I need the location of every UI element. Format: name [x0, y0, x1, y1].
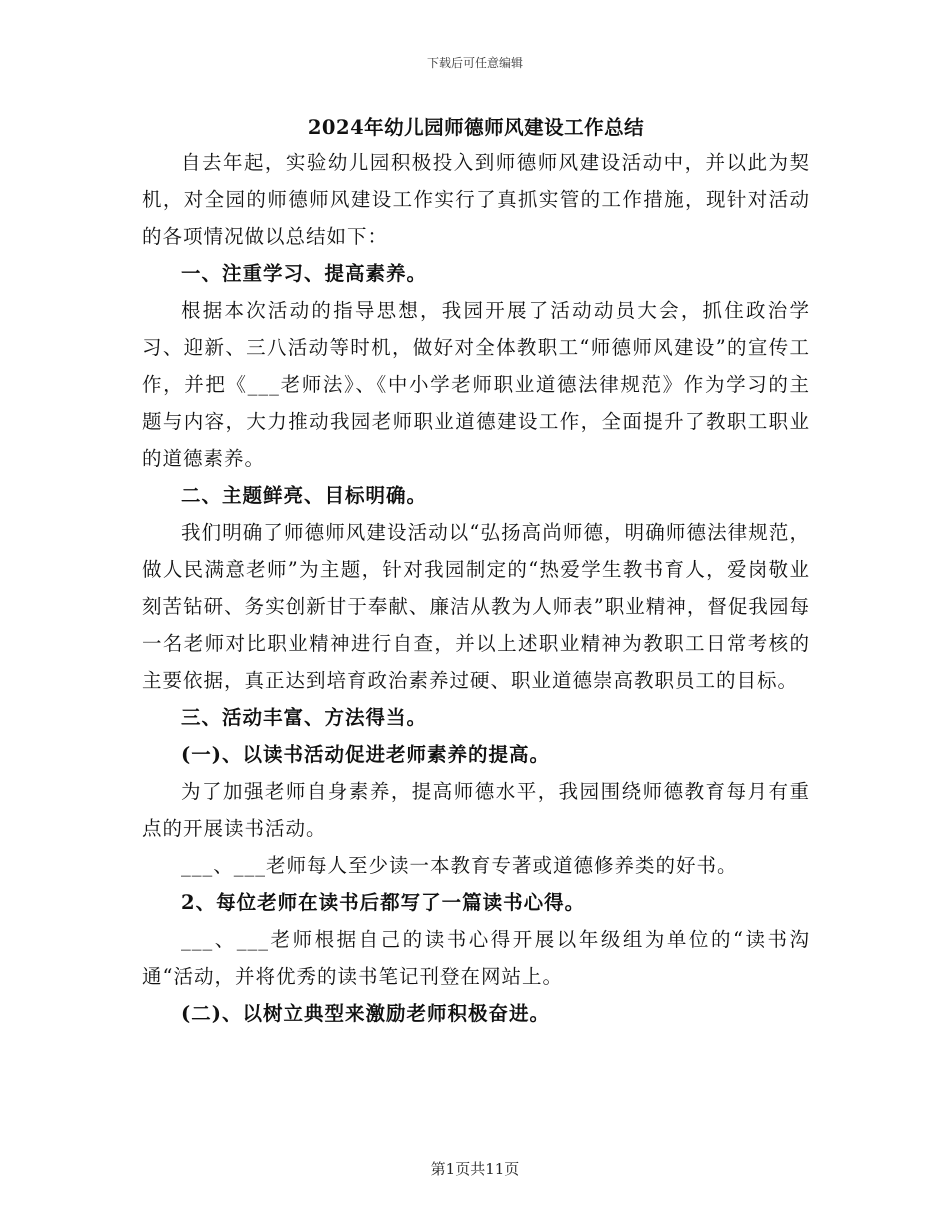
document-body [142, 112, 810, 1032]
subsection-1-item-2-paragraph: ___、___老师根据自己的读书心得开展以年级组为单位的“读书沟通“活动，并将优秀的读书笔记刊登在网站上。 [142, 928, 810, 988]
section-2-paragraph: 我们明确了师德师风建设活动以“弘扬高尚师德，明确师德法律规范，做人民满意老师”为主题，针对我园制定的“热爱学生教书育人，爱岗敬业刻苦钻研、务实创新甘于奉献、廉洁从教为人师表”职业精神，督促我园每一名老师对比职业精神进行自查，并以上述职业精神为教职工日常考核的主要依据，真正达到培育政治素养过硬、职业道德崇高教职员工的目标。 [142, 521, 810, 692]
section-heading-3: 三、活动丰富、方法得当。 [181, 706, 428, 729]
subsection-heading-1: (一)、以读书活动促进老师素养的提高。 [181, 743, 550, 766]
subsection-1-item-1: ___、___老师每人至少读一本教育专著或道德修养类的好书。 [181, 854, 738, 877]
subsection-1-paragraph: 为了加强老师自身素养，提高师德水平，我园围绕师德教育每月有重点的开展读书活动。 [142, 780, 810, 840]
subsection-heading-2: (二)、以树立典型来激励老师积极奋进。 [181, 1002, 550, 1025]
intro-paragraph: 自去年起，实验幼儿园积极投入到师德师风建设活动中，并以此为契机，对全园的师德师风建设工作实行了真抓实管的工作措施，现针对活动的各项情况做以总结如下： [142, 151, 810, 248]
document-title: 2024年幼儿园师德师风建设工作总结 [307, 116, 645, 139]
section-heading-2: 二、主题鲜亮、目标明确。 [181, 484, 428, 507]
page-number-footer: 第1页共11页 [430, 1160, 520, 1178]
header-note: 下载后可任意编辑 [426, 56, 523, 70]
subsection-1-item-2-heading: 2、每位老师在读书后都写了一篇读书心得。 [181, 891, 586, 914]
section-1-paragraph: 根据本次活动的指导思想，我园开展了活动动员大会，抓住政治学习、迎新、三八活动等时机，做好对全体教职工“师德师风建设”的宣传工作，并把《___老师法》、《中小学老师职业道德法律规范》作为学习的主题与内容，大力推动我园老师职业道德建设工作，全面提升了教职工职业的道德素养。 [142, 299, 810, 470]
section-heading-1: 一、注重学习、提高素养。 [181, 262, 428, 285]
